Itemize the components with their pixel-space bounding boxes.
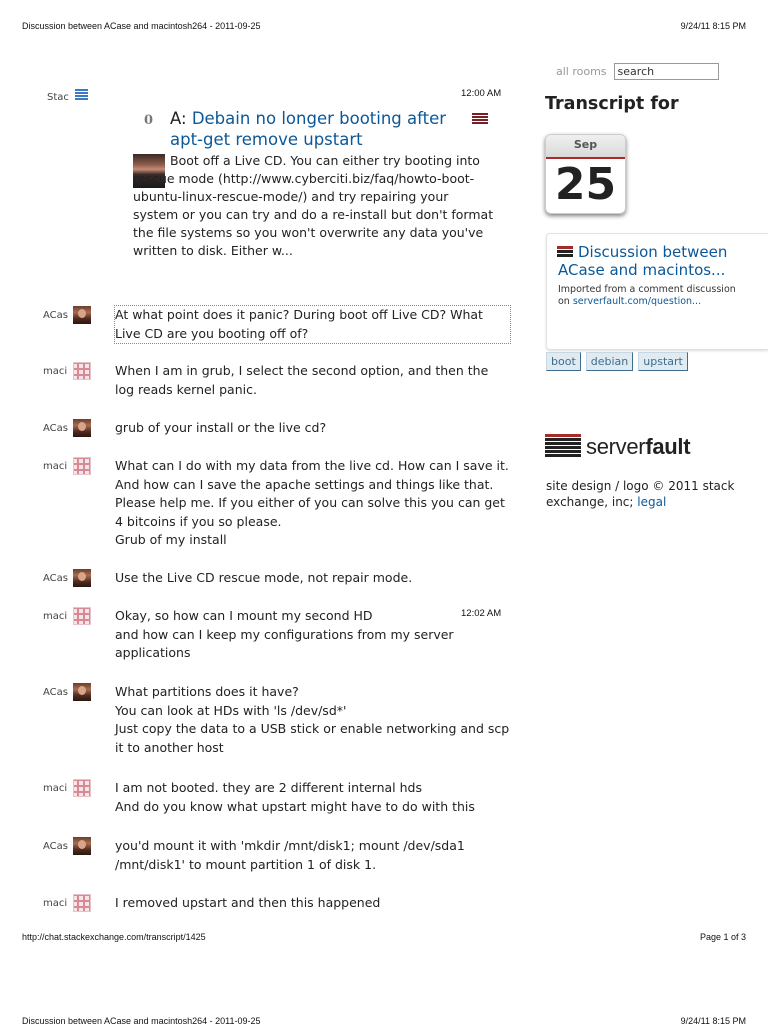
print-header-datetime: 9/24/11 8:15 PM [680,21,746,31]
message-line: you'd mount it with 'mkdir /mnt/disk1; mount /dev/sda1 /mnt/disk1' to mount partition 1 of disk 1. [115,838,465,872]
tag-list [546,352,688,371]
next-page-header [22,1016,746,1024]
message-user[interactable]: maci [43,611,68,622]
stack-exchange-icon [75,89,88,103]
message-time[interactable]: 12:02 AM [461,608,502,619]
message-line: Okay, so how can I mount my second HD [115,608,373,623]
user-avatar[interactable] [73,607,91,625]
message-line: And do you know what upstart might have to do with this [115,798,475,814]
serverfault-logo[interactable] [545,432,690,462]
question-source-link[interactable]: serverfault.com/question... [572,296,702,307]
room-description [558,284,768,308]
serverfault-wordmark [586,434,690,460]
room-description-line: Imported from a comment discussion [558,284,736,295]
tag-debian[interactable]: debian [586,352,634,371]
message-content [115,457,510,550]
question-link[interactable]: Debain no longer booting after apt-get remove upstart [170,109,447,149]
rooms-search-row [556,63,719,80]
question-card [0,88,520,268]
vote-count: 0 [144,113,154,128]
message-content [115,607,510,663]
message-user[interactable]: ACas [43,687,68,698]
search-input[interactable] [614,63,719,80]
calendar-month: Sep [546,135,625,159]
user-avatar[interactable] [73,837,91,855]
next-page-header-datetime: 9/24/11 8:15 PM [680,1016,746,1024]
message-line: and how can I keep my configurations from my server applications [115,626,454,660]
room-name-link[interactable]: Discussion between ACase and macintos... [558,243,728,279]
copyright-text: site design / logo © 2011 stack exchange, inc; [546,479,735,509]
question-user[interactable]: Stac [47,92,69,103]
tag-upstart[interactable]: upstart [638,352,688,371]
message-content [115,569,510,588]
message-user[interactable]: ACas [43,841,68,852]
user-avatar[interactable] [73,683,91,701]
question-title [170,108,460,150]
message-line: At what point does it panic? During boot off Live CD? What Live CD are you booting off of? [115,307,483,341]
message-time[interactable]: 12:00 AM [461,88,502,99]
room-description-prefix: on [558,296,573,307]
legal-link[interactable]: legal [637,494,667,509]
answer-prefix: A: [170,109,192,128]
message-content [115,419,510,438]
wordmark-light: server [586,434,646,459]
message-content [115,306,510,343]
message-user[interactable]: maci [43,461,68,472]
calendar-day: 25 [554,159,617,210]
user-avatar[interactable] [73,779,91,797]
copyright-notice [546,479,746,510]
message-content [115,837,510,874]
message-user[interactable]: maci [43,898,68,909]
next-page-header-title: Discussion between ACase and macintosh264 - 2011-09-25 [22,1016,261,1024]
serverfault-logo-icon [545,434,581,461]
message-user[interactable]: ACas [43,573,68,584]
wordmark-bold: fault [645,434,691,459]
message-content [115,779,510,816]
date-calendar-widget[interactable] [545,134,626,214]
message-content [115,362,510,399]
message-line: Use the Live CD rescue mode, not repair mode. [115,570,413,585]
user-avatar[interactable] [73,306,91,324]
user-avatar[interactable] [73,419,91,437]
all-rooms-link[interactable]: all rooms [556,65,607,78]
message-line: I removed upstart and then this happened [115,895,381,910]
message-line: What can I do with my data from the live cd. How can I save it. And how can I save the apache settings and things like that. Please help me. If you either of you can solve this you can get 4 bitcoins if you so please. [115,458,509,529]
message-user[interactable]: maci [43,783,68,794]
tag-boot[interactable]: boot [546,352,581,371]
serverfault-icon [472,113,488,125]
user-avatar[interactable] [73,894,91,912]
print-footer [22,932,746,942]
message-line: Just copy the data to a USB stick or enable networking and scp it to another host [115,721,510,755]
message-content [115,683,510,757]
answer-excerpt [133,152,495,260]
user-avatar[interactable] [73,569,91,587]
answer-excerpt-text: rescue mode (http://www.cyberciti.biz/faq/howto-boot-ubuntu-linux-rescue-mode/) and try repairing your system or you can try and do a re-install but don't format the file systems so you won't overwrite any data you've written to disk. Either w... [133,171,494,258]
message-line: grub of your install or the live cd? [115,420,327,435]
print-header-title: Discussion between ACase and macintosh264 - 2011-09-25 [22,21,261,31]
user-avatar[interactable] [73,362,91,380]
message-line: When I am in grub, I select the second option, and then the log reads kernel panic. [115,363,489,397]
message-user[interactable]: maci [43,366,68,377]
message-content [115,894,510,913]
answer-excerpt-first-line: Boot off a Live CD. You can either try booting into [170,153,480,168]
message-line: You can look at HDs with 'ls /dev/sd*' [115,702,347,718]
message-user[interactable]: ACas [43,310,68,321]
message-line: Grub of my install [115,532,227,547]
message-line: What partitions does it have? [115,684,299,699]
transcript-title: Transcript for [545,94,679,114]
user-avatar[interactable] [73,457,91,475]
message-user[interactable]: ACas [43,423,68,434]
room-description-line [558,296,768,308]
message-line: I am not booted. they are 2 different internal hds [115,780,422,795]
print-footer-url: http://chat.stackexchange.com/transcript/1425 [22,932,206,942]
print-footer-page: Page 1 of 3 [699,932,746,942]
room-card [546,233,768,350]
